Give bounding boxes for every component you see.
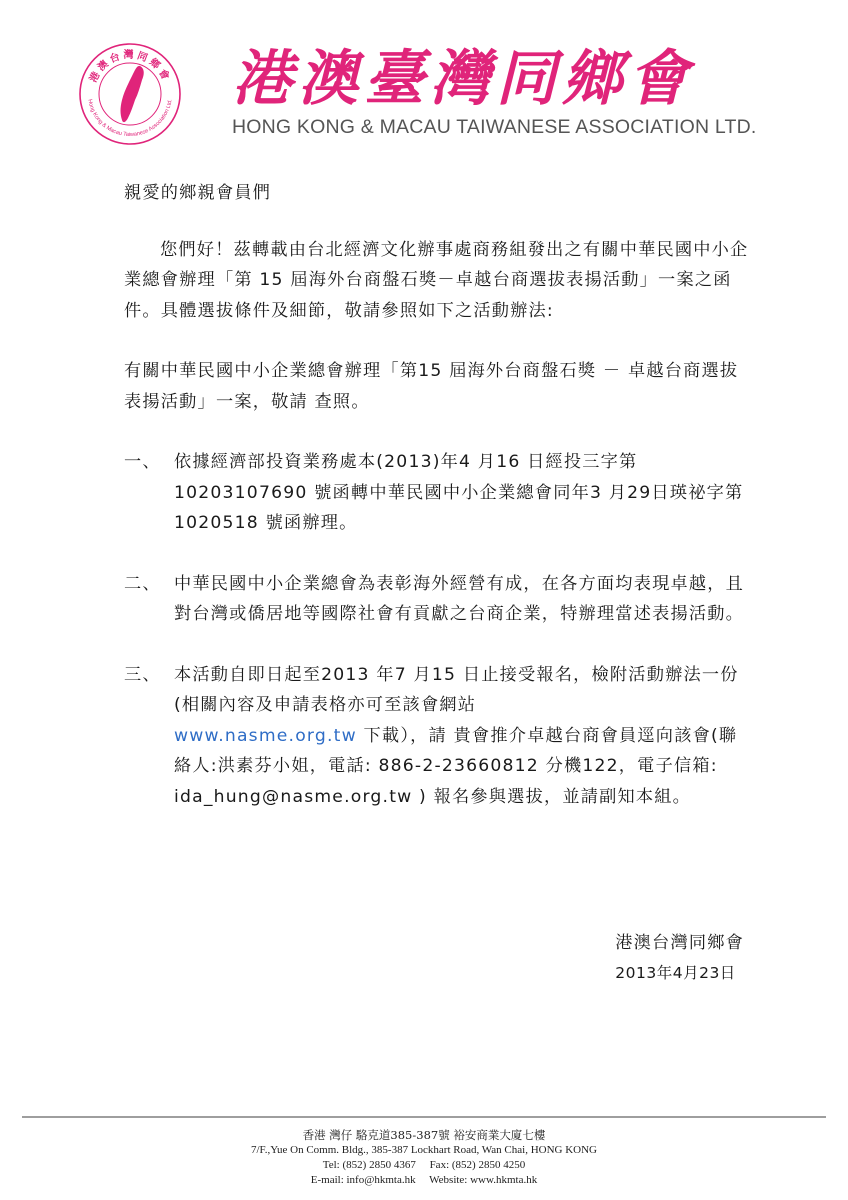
svg-text:港澳台灣同鄉會 [86,48,173,84]
list-item-text: 依據經濟部投資業務處本(2013)年4 月16 日經投三字第10203107690 號函轉中華民國中小企業總會同年3 月29日瑛祕字第1020518 號函辦理。 [174,452,744,533]
footer-address-en: 7/F.,Yue On Comm. Bldg., 385-387 Lockhart Road, Wan Chai, HONG KONG [250,1144,598,1156]
list-item-text-part-b: 下載），請 貴會推介卓越台商會員逕向該會(聯絡人:洪素芬小姐，電話: 886-2-23660812 分機122，電子信箱: ida_hung@nasme.org.tw ) 報名參與選拔，並請副知本組。 [174,725,738,807]
subject-paragraph: 有關中華民國中小企業總會辦理「第15 屆海外台商盤石獎 － 卓越台商選拔表揚活動」一案，敬請 查照。 [124,361,739,412]
list-item-number: 一、 [124,452,161,472]
association-name-cn: 港澳臺灣同鄉會 [232,44,694,114]
list-item-text: 中華民國中小企業總會為表彰海外經營有成，在各方面均表現卓越，且對台灣或僑居地等國際社會有貢獻之台商企業，特辦理當述表揚活動。 [174,573,745,624]
list-item-text [174,660,754,813]
letter-body [124,178,754,842]
seal-text-cn: 港澳台灣同鄉會 [88,50,172,85]
list-item-1 [124,447,754,539]
list-item-number: 三、 [124,664,161,685]
list-item-2 [124,569,754,630]
sender-name: 港澳台灣同鄉會 [615,933,744,953]
seal-text-en: Hong Kong & Macau Taiwanese Association Ltd. [86,98,174,139]
taiwan-island-icon [121,66,144,122]
signoff [615,928,744,988]
footer-divider [22,1116,826,1118]
letter-date: 2013年4月23日 [615,964,736,982]
salutation: 親愛的鄉親會員們 [124,183,272,203]
list-item-number: 二、 [124,573,161,594]
footer-tel-fax: Tel: (852) 2850 4367 Fax: (852) 2850 4250 [322,1159,526,1171]
intro-paragraph: 您們好！茲轉載由台北經濟文化辦事處商務組發出之有關中華民國中小企業總會辦理「第 15 屆海外台商盤石獎－卓越台商選拔表揚活動」一案之函件。具體選拔條件及細節，敬請參照如下之活動辦法: [124,239,749,321]
footer-address-cn: 香港 灣仔 駱克道385-387號 裕安商業大廈七樓 [302,1128,546,1142]
footer [0,1128,848,1188]
footer-email-website: E-mail: info@hkmta.hk Website: www.hkmta.hk [310,1174,538,1186]
list-item-3 [124,660,754,813]
association-name-en: HONG KONG & MACAU TAIWANESE ASSOCIATION LTD. [232,116,757,138]
list-item-text-part-a: 本活動自即日起至2013 年7 月15 日止接受報名，檢附活動辦法一份(相關內容及申請表格亦可至該會網站 [174,664,739,715]
nasme-website-link[interactable]: www.nasme.org.tw [174,725,357,746]
association-seal-logo [78,42,182,146]
